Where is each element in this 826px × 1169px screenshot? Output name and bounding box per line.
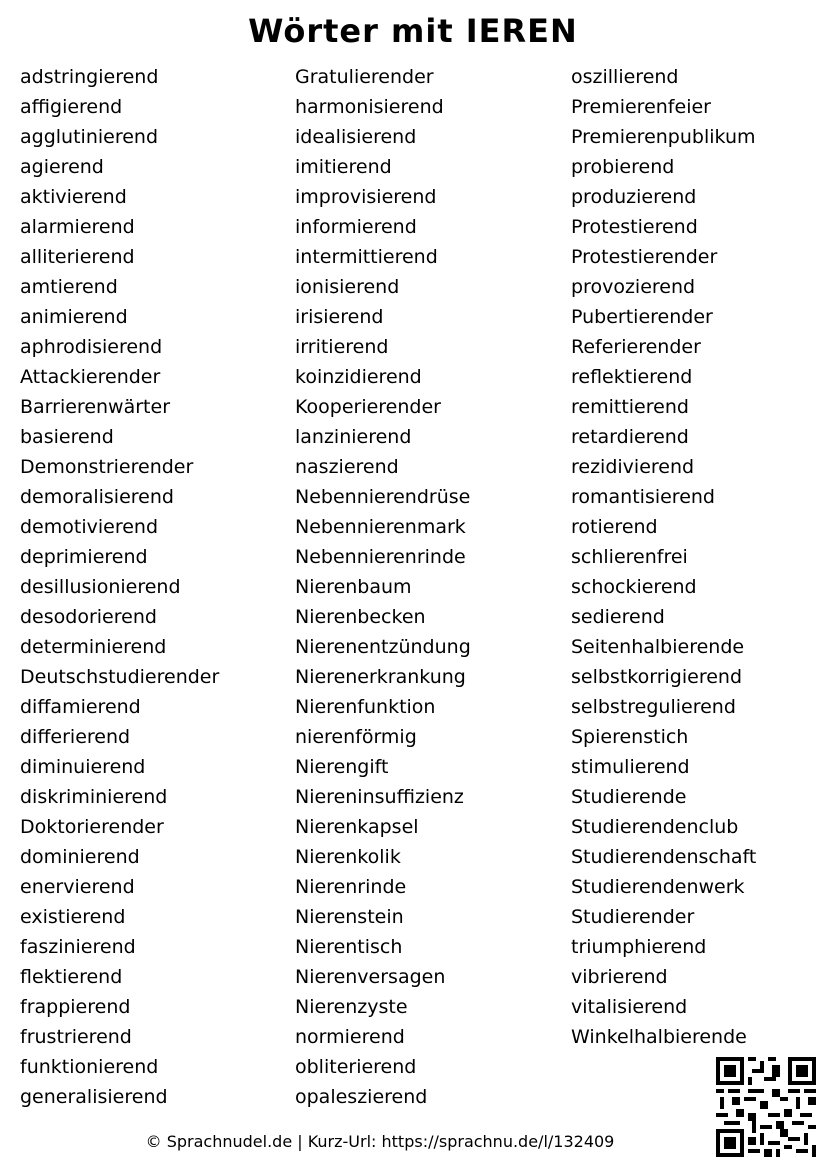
word-item: Nierengift — [295, 756, 389, 778]
word-item: Seitenhalbierende — [571, 636, 745, 658]
word-item: Spierenstich — [571, 726, 689, 748]
word-item: Referierender — [571, 336, 701, 358]
word-item: Nierenversagen — [295, 966, 446, 988]
word-item: faszinierend — [20, 936, 136, 958]
word-item: selbstregulierend — [571, 696, 736, 718]
word-item: desodorierend — [20, 606, 157, 628]
word-item: reflektierend — [571, 366, 693, 388]
word-column-2 — [295, 62, 471, 1112]
word-item: probierend — [571, 156, 675, 178]
word-item: vibrierend — [571, 966, 668, 988]
word-item: improvisierend — [295, 186, 437, 208]
word-item: Studierender — [571, 906, 695, 928]
word-item: Pubertierender — [571, 306, 713, 328]
word-item: irisierend — [295, 306, 384, 328]
word-column-3 — [571, 62, 756, 1052]
word-item: funktionierend — [20, 1056, 159, 1078]
word-item: rezidivierend — [571, 456, 695, 478]
word-item: diminuierend — [20, 756, 146, 778]
word-item: intermittierend — [295, 246, 438, 268]
word-item: diffamierend — [20, 696, 141, 718]
word-item: animierend — [20, 306, 128, 328]
word-item: desillusionierend — [20, 576, 181, 598]
word-item: demoralisierend — [20, 486, 174, 508]
word-item: aphrodisierend — [20, 336, 163, 358]
word-item: triumphierend — [571, 936, 707, 958]
word-item: enervierend — [20, 876, 135, 898]
word-item: Studierendenschaft — [571, 846, 757, 868]
word-item: Nierenkapsel — [295, 816, 419, 838]
word-item: aktivierend — [20, 186, 127, 208]
page-title: Wörter mit IEREN — [248, 12, 578, 50]
word-item: selbstkorrigierend — [571, 666, 743, 688]
word-item: agierend — [20, 156, 104, 178]
word-item: oszillierend — [571, 66, 679, 88]
word-item: imitierend — [295, 156, 392, 178]
word-item: schlierenfrei — [571, 546, 688, 568]
word-item: frustrierend — [20, 1026, 132, 1048]
word-item: Nebennierenrinde — [295, 546, 466, 568]
word-item: normierend — [295, 1026, 405, 1048]
word-item: Nierenstein — [295, 906, 404, 928]
word-item: romantisierend — [571, 486, 715, 508]
word-item: rotierend — [571, 516, 658, 538]
word-item: stimulierend — [571, 756, 690, 778]
word-item: idealisierend — [295, 126, 417, 148]
word-column-1 — [20, 62, 219, 1112]
word-item: provozierend — [571, 276, 696, 298]
word-item: vitalisierend — [571, 996, 688, 1018]
word-item: retardierend — [571, 426, 689, 448]
word-item: nierenförmig — [295, 726, 417, 748]
word-item: determinierend — [20, 636, 167, 658]
word-item: harmonisierend — [295, 96, 444, 118]
word-item: remittierend — [571, 396, 689, 418]
word-item: adstringierend — [20, 66, 159, 88]
word-item: Gratulierender — [295, 66, 434, 88]
word-item: Kooperierender — [295, 396, 441, 418]
word-item: Niereninsuffizienz — [295, 786, 464, 808]
word-item: informierend — [295, 216, 417, 238]
word-item: Nebennierendrüse — [295, 486, 471, 508]
word-item: Nierenkolik — [295, 846, 401, 868]
word-item: naszierend — [295, 456, 399, 478]
word-item: alliterierend — [20, 246, 135, 268]
word-item: demotivierend — [20, 516, 159, 538]
word-item: Doktorierender — [20, 816, 164, 838]
word-item: basierend — [20, 426, 114, 448]
word-item: ionisierend — [295, 276, 400, 298]
word-item: Protestierender — [571, 246, 718, 268]
word-item: Winkelhalbierende — [571, 1026, 747, 1048]
word-item: Studierendenclub — [571, 816, 739, 838]
word-item: Attackierender — [20, 366, 161, 388]
word-item: Nierenbaum — [295, 576, 412, 598]
word-item: Nierenbecken — [295, 606, 426, 628]
word-item: schockierend — [571, 576, 697, 598]
word-item: opaleszierend — [295, 1086, 428, 1108]
word-item: Nierenrinde — [295, 876, 407, 898]
word-item: existierend — [20, 906, 126, 928]
word-item: deprimierend — [20, 546, 148, 568]
word-item: Protestierend — [571, 216, 698, 238]
word-item: Demonstrierender — [20, 456, 194, 478]
word-item: dominierend — [20, 846, 140, 868]
word-item: Nebennierenmark — [295, 516, 466, 538]
word-item: koinzidierend — [295, 366, 422, 388]
word-item: irritierend — [295, 336, 389, 358]
word-item: affigierend — [20, 96, 123, 118]
word-item: Barrierenwärter — [20, 396, 171, 418]
word-item: Nierentisch — [295, 936, 403, 958]
word-item: flektierend — [20, 966, 123, 988]
word-item: agglutinierend — [20, 126, 159, 148]
word-item: Nierenfunktion — [295, 696, 436, 718]
word-item: lanzinierend — [295, 426, 412, 448]
word-item: generalisierend — [20, 1086, 168, 1108]
footer-credit: © Sprachnudel.de | Kurz-Url: https://sprachnu.de/l/132409 — [145, 1132, 615, 1151]
word-item: alarmierend — [20, 216, 135, 238]
word-item: obliterierend — [295, 1056, 417, 1078]
word-item: Nierenzyste — [295, 996, 408, 1018]
word-item: differierend — [20, 726, 131, 748]
word-item: Nierenentzündung — [295, 636, 471, 658]
word-item: Studierende — [571, 786, 687, 808]
word-item: Premierenpublikum — [571, 126, 756, 148]
word-item: Studierendenwerk — [571, 876, 745, 898]
word-item: produzierend — [571, 186, 697, 208]
word-item: Premierenfeier — [571, 96, 711, 118]
word-item: Deutschstudierender — [20, 666, 220, 688]
word-item: diskriminierend — [20, 786, 168, 808]
word-item: frappierend — [20, 996, 131, 1018]
word-item: amtierend — [20, 276, 118, 298]
word-item: sedierend — [571, 606, 665, 628]
word-item: Nierenerkrankung — [295, 666, 466, 688]
